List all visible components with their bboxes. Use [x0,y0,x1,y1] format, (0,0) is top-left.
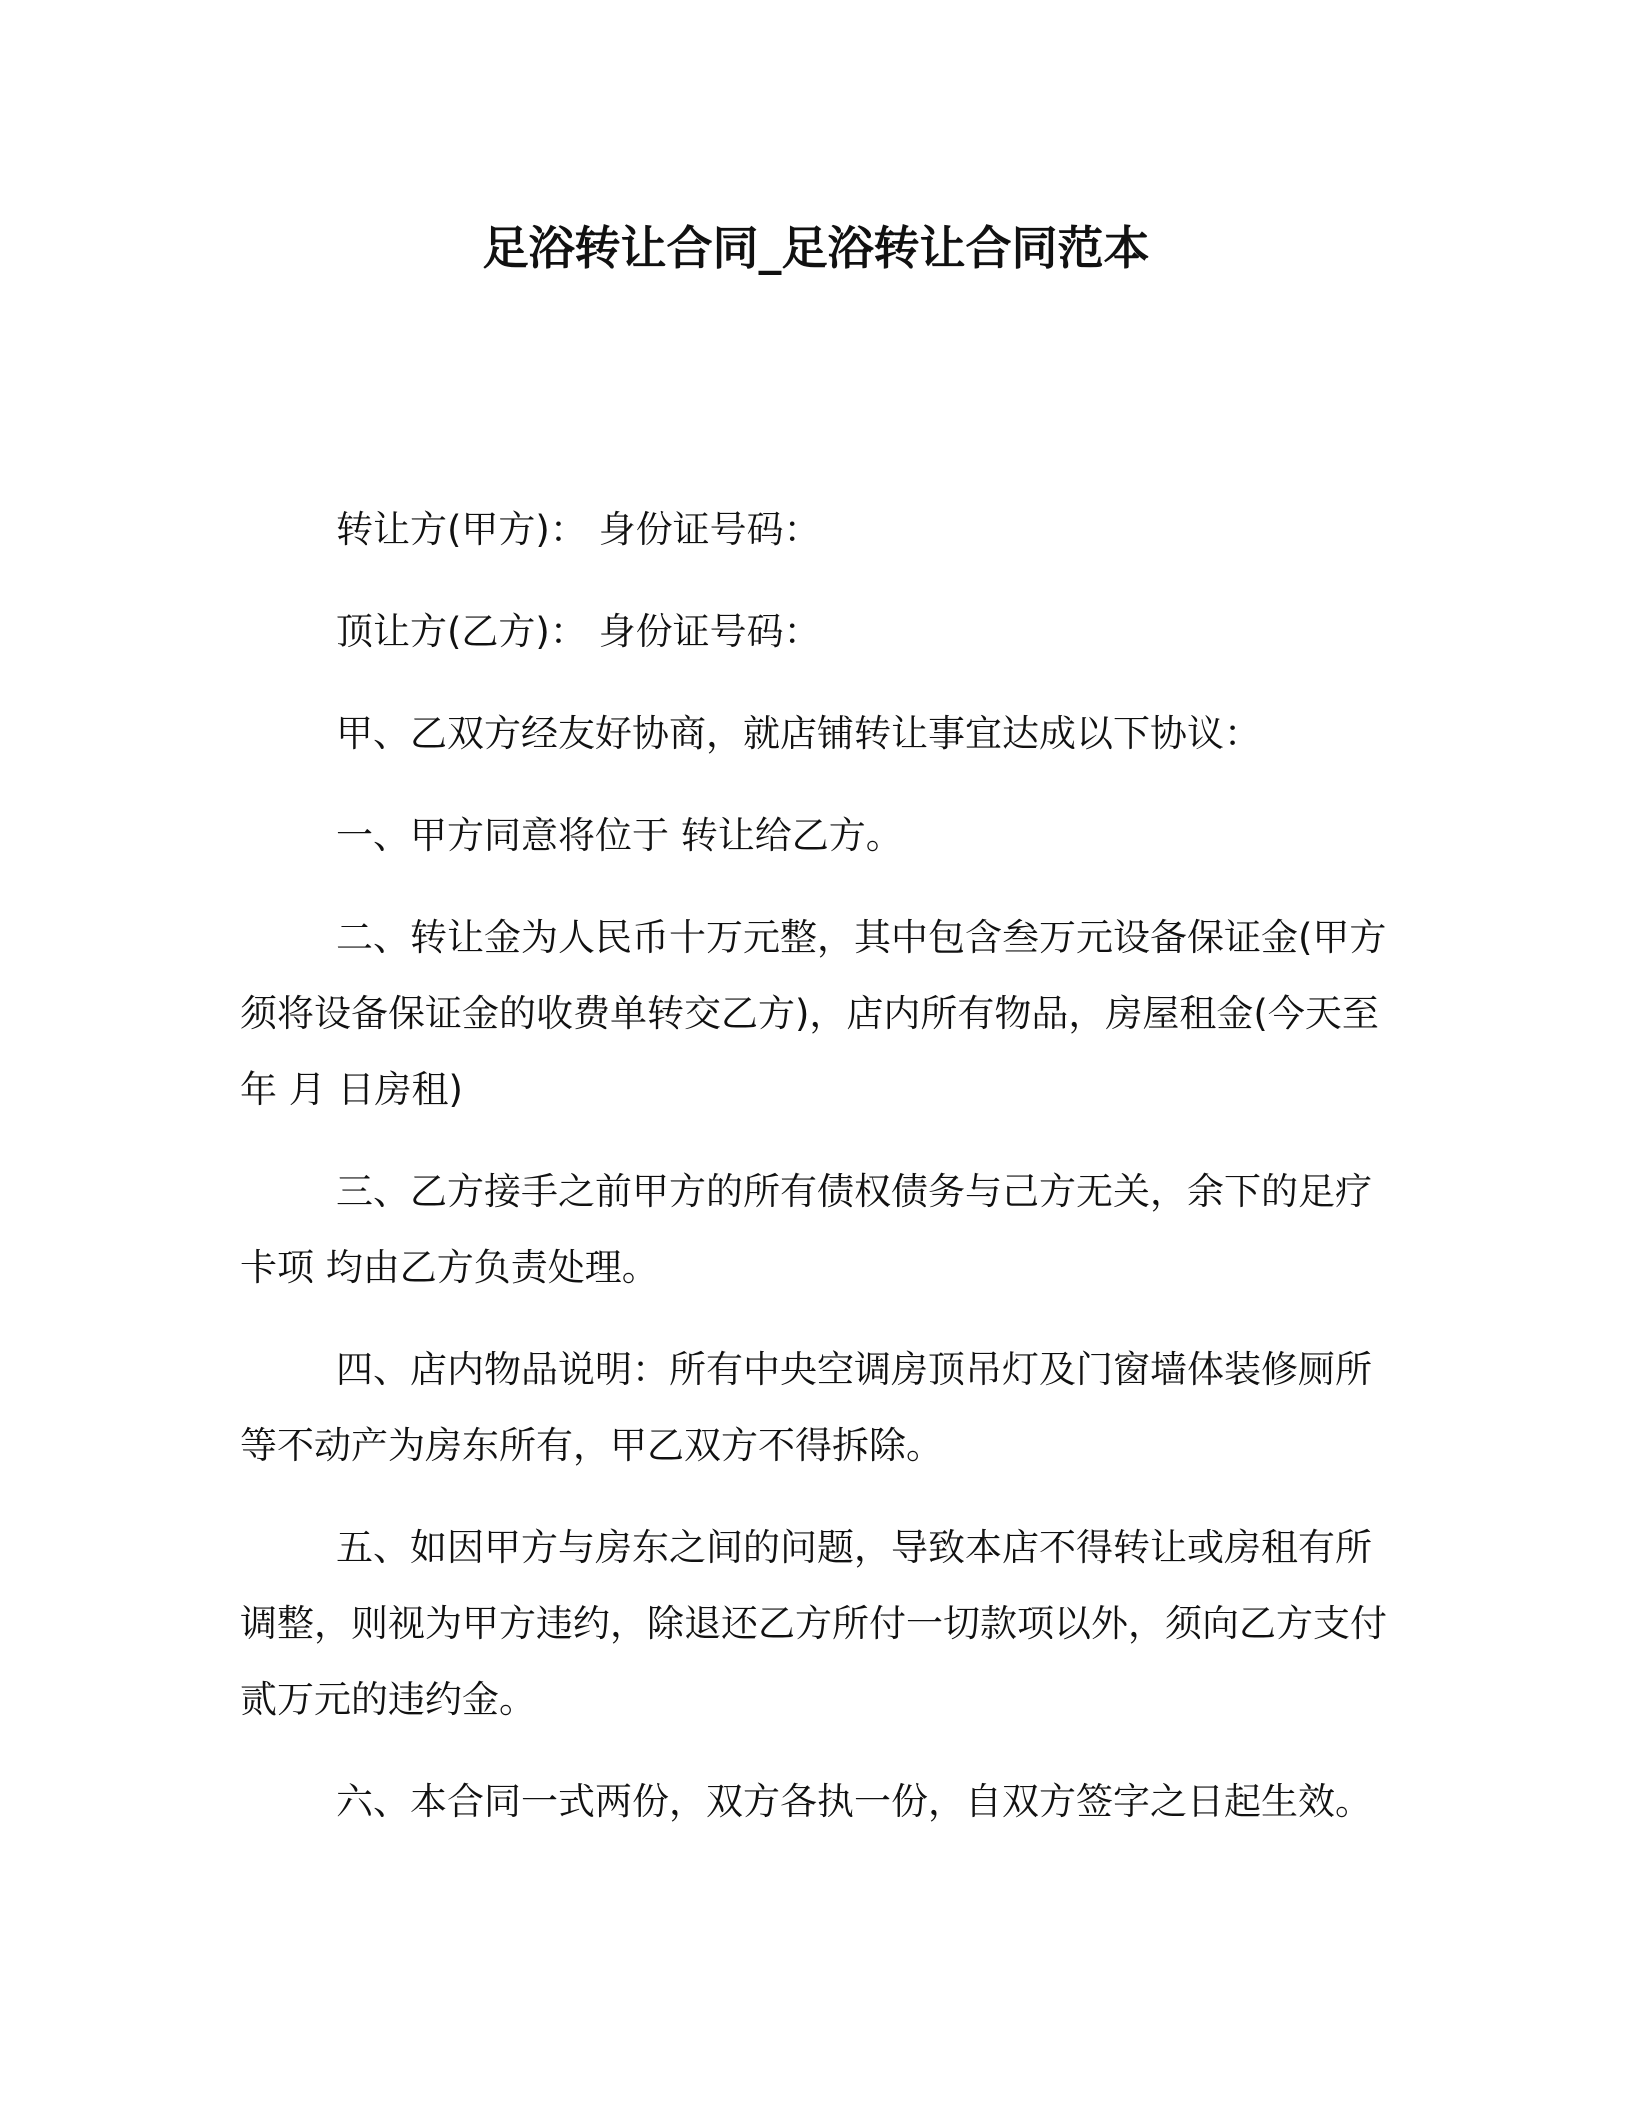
party-b-line: 顶让方(乙方)： 身份证号码： [336,610,821,653]
clause-1: 一、甲方同意将位于 转让给乙方。 [336,814,903,857]
party-a-line: 转让方(甲方)： 身份证号码： [336,508,821,551]
clause-6: 六、本合同一式两份，双方各执一份，自双方签字之日起生效。 [336,1780,1372,1823]
clause-3: 三、乙方接手之前甲方的所有债权债务与己方无关，余下的足疗卡项 均由乙方负责处理。 [240,1170,1372,1289]
clause-5: 五、如因甲方与房东之间的问题，导致本店不得转让或房租有所调整，则视为甲方违约，除退还乙方所付一切款项以外，须向乙方支付贰万元的违约金。 [240,1526,1387,1721]
clause-4: 四、店内物品说明：所有中央空调房顶吊灯及门窗墙体装修厕所等不动产为房东所有，甲乙双方不得拆除。 [240,1348,1372,1467]
document-body [240,492,1390,1866]
document-title: 足浴转让合同_足浴转让合同范本 [482,221,1150,275]
agreement-intro: 甲、乙双方经友好协商，就店铺转让事宜达成以下协议： [336,712,1261,755]
clause-2: 二、转让金为人民币十万元整，其中包含叁万元设备保证金(甲方须将设备保证金的收费单转交乙方)，店内所有物品，房屋租金(今天至 年 月 日房租) [240,916,1387,1111]
